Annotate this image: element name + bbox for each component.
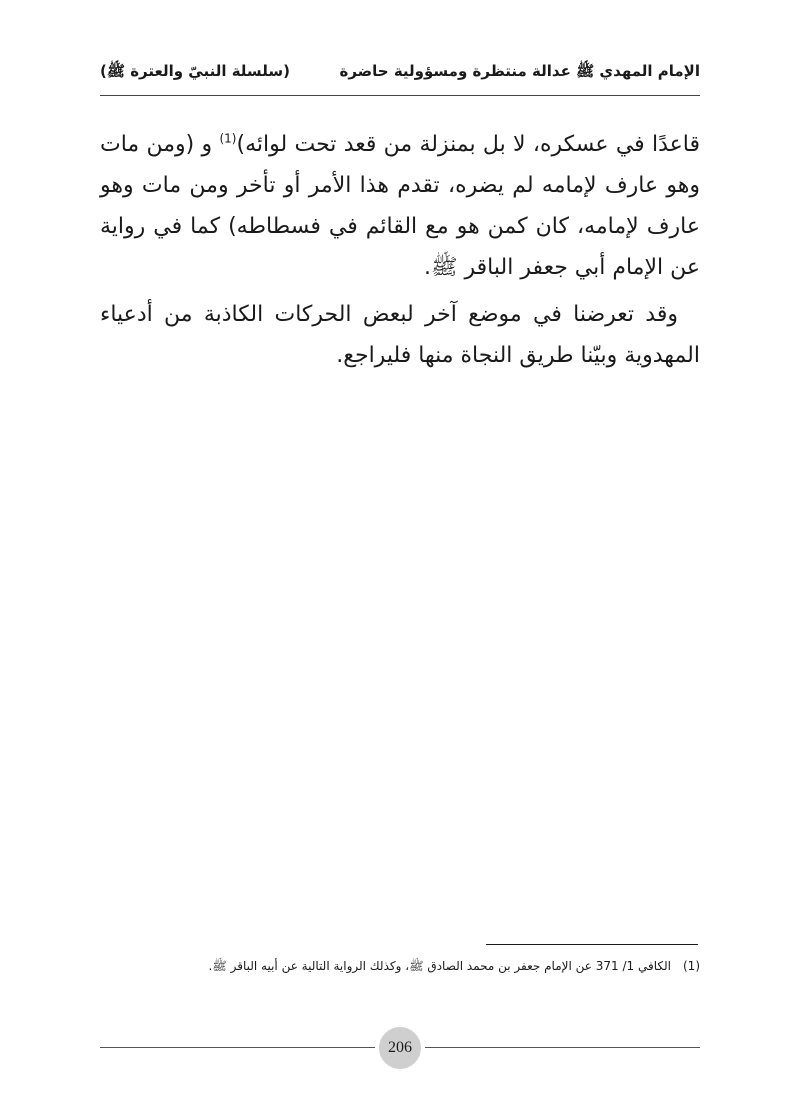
footnote-rule <box>486 944 698 945</box>
page-number-badge <box>379 1027 421 1069</box>
running-header <box>100 58 700 88</box>
footnote <box>100 956 700 976</box>
header-rule <box>100 95 700 96</box>
footnote-number: (1) <box>682 959 700 973</box>
paragraph-2: وقد تعرضنا في موضع آخر لبعض الحركات الكاذبة من أدعياء المهدوية وبيّنا طريق النجاة منها فليراجع. <box>100 302 700 368</box>
book-title: الإمام المهدي ﷺ عدالة منتظرة ومسؤولية حاضرة <box>339 62 700 80</box>
main-text <box>100 124 700 376</box>
footer-rule-left <box>100 1047 375 1048</box>
footer-rule-right <box>425 1047 700 1048</box>
page-number: 206 <box>388 1039 412 1056</box>
paragraph-1 <box>100 124 700 288</box>
paragraph-1-part-1: قاعدًا في عسكره، لا بل بمنزلة من قعد تحت لوائه) <box>236 132 700 157</box>
series-title: (سلسلة النبيّ والعترة ﷺ) <box>100 62 290 80</box>
paragraph-1-part-2: و (ومن مات وهو عارف لإمامه لم يضره، تقدم هذا الأمر أو تأخر ومن مات وهو عارف لإمامه، كان كمن هو مع القائم في فسطاطه) كما في رواية عن الإمام أبي جعفر الباقر ﷺ. <box>100 132 700 280</box>
footnote-marker[interactable]: (1) <box>219 131 237 146</box>
footnote-text: الكافي 1/ 371 عن الإمام جعفر بن محمد الصادق ﷺ، وكذلك الرواية التالية عن أبيه الباقر ﷺ. <box>208 959 671 973</box>
